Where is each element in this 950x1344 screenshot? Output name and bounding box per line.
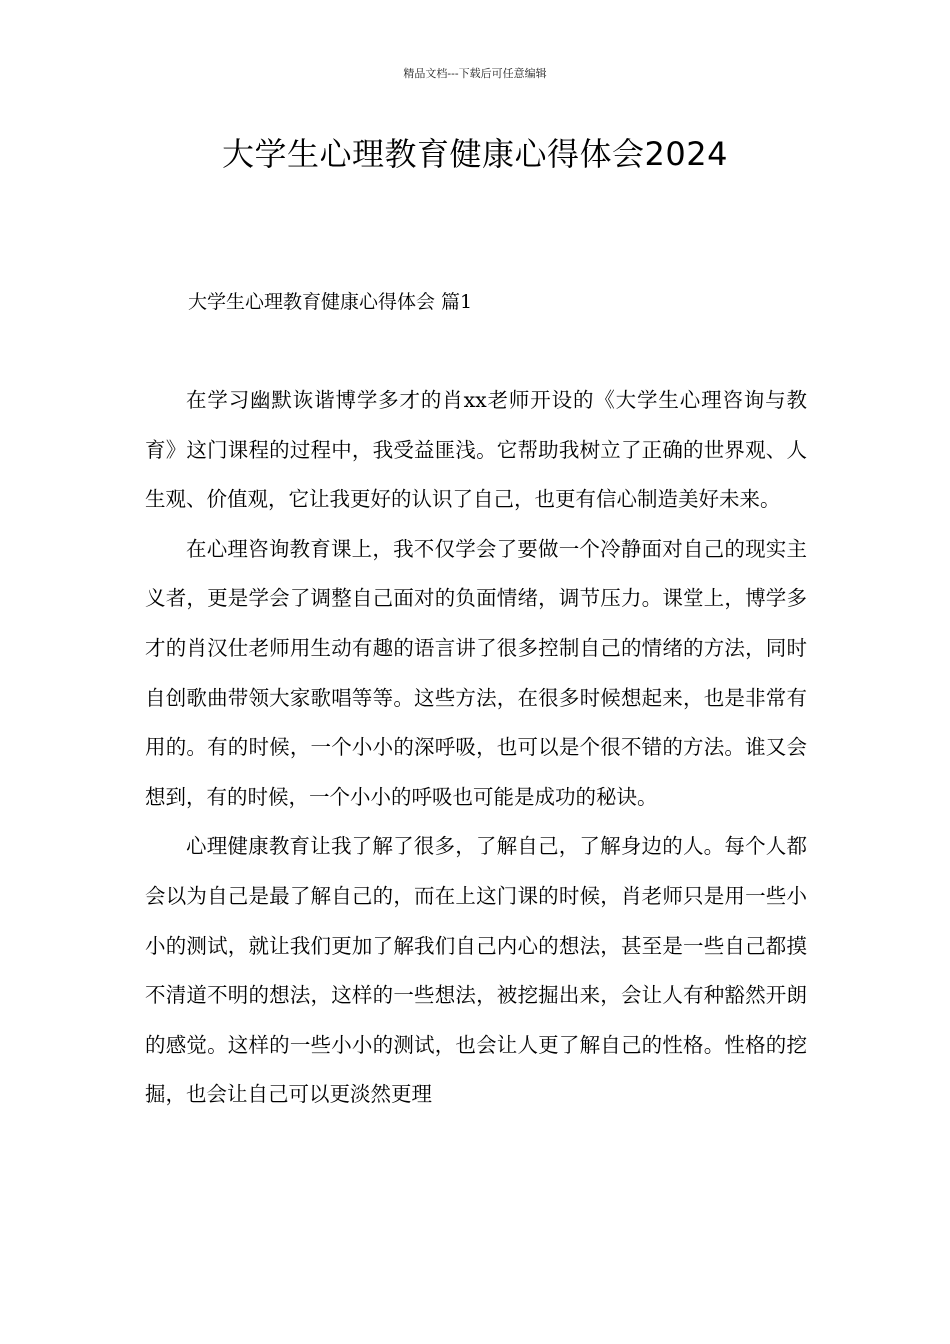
document-title: 大学生心理教育健康心得体会2024 <box>222 135 728 173</box>
paragraph: 在心理咨询教育课上，我不仅学会了要做一个冷静面对自己的现实主义者，更是学会了调整自己面对的负面情绪，调节压力。课堂上，博学多才的肖汉仕老师用生动有趣的语言讲了很多控制自己的情绪的方法，同时自创歌曲带领大家歌唱等等。这些方法，在很多时候想起来，也是非常有用的。有的时候，一个小小的深呼吸，也可以是个很不错的方法。谁又会想到，有的时候，一个小小的呼吸也可能是成功的秘诀。 <box>145 536 807 809</box>
page-header: 精品文档---下载后可任意编辑 <box>403 67 547 80</box>
paragraph: 心理健康教育让我了解了很多，了解自己，了解身边的人。每个人都会以为自己是最了解自己的，而在上这门课的时候，肖老师只是用一些小小的测试，就让我们更加了解我们自己内心的想法，甚至是一些自己都摸不清道不明的想法，这样的一些想法，被挖掘出来，会让人有种豁然开朗的感觉。这样的一些小小的测试，也会让人更了解自己的性格。性格的挖掘，也会让自己可以更淡然更理 <box>145 834 807 1107</box>
section-heading: 大学生心理教育健康心得体会 篇1 <box>188 291 473 313</box>
document-body <box>145 376 807 1120</box>
paragraph: 在学习幽默诙谐博学多才的肖xx老师开设的《大学生心理咨询与教育》这门课程的过程中，我受益匪浅。它帮助我树立了正确的世界观、人生观、价值观，它让我更好的认识了自己，也更有信心制造美好未来。 <box>145 388 807 512</box>
